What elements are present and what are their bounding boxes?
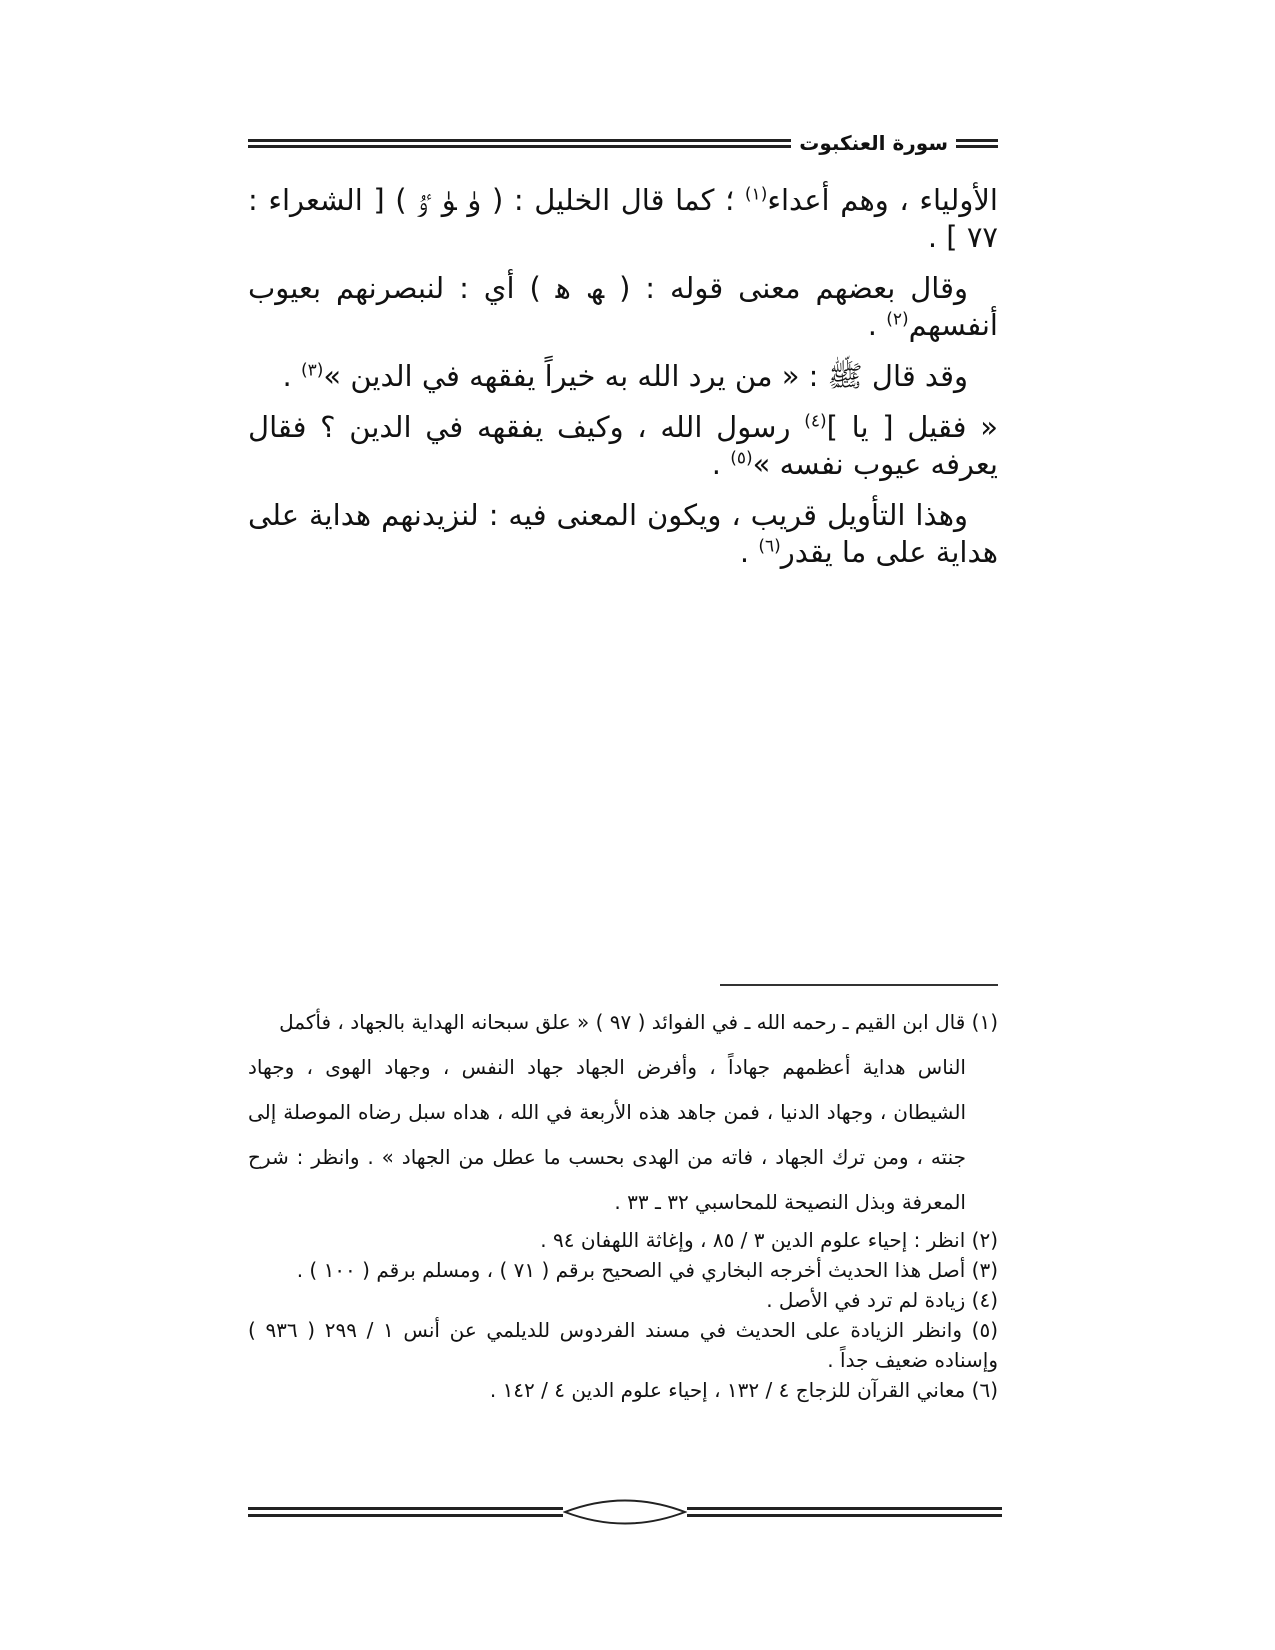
paragraph-4: « فقيل [ يا ]$^{(٤)}$ رسول الله ، وكيف يفقهه في الدين ؟ فقال يعرفه عيوب نفسه »$^{(٥)}$ .: [248, 410, 998, 481]
footnote-ref-5[interactable]: (٥): [730, 448, 753, 469]
footnote-ref-4[interactable]: (٤): [804, 411, 827, 432]
page-number-ellipse: [563, 1495, 687, 1529]
footnote-ref-6[interactable]: (٦): [758, 536, 781, 557]
paragraph-1: الأولياء ، وهم أعداء$^{(١)}$ ؛ كما قال الخليل : ( ﯛ ﯜ ﯝ ) [ الشعراء : ٧٧ ] .: [248, 183, 998, 254]
footnote-4: (٤) زيادة لم ترد في الأصل .: [766, 1288, 998, 1312]
page-number-frame: [563, 1492, 687, 1532]
page-footer-ornament: [248, 1492, 1002, 1532]
header-rule-long: [248, 139, 791, 148]
footnote-5: (٥) وانظر الزيادة على الحديث في مسند الفردوس للديلمي عن أنس ١ / ٢٩٩ ( ٩٣٦ ) وإسناده ضعيف جداً .: [248, 1318, 998, 1372]
footnote-ref-1[interactable]: (١): [744, 184, 768, 205]
chapter-title: سورة العنكبوت: [799, 131, 948, 155]
footer-rule-right: [687, 1507, 1002, 1517]
footnote-ref-3[interactable]: (٣): [300, 360, 324, 381]
running-header: [248, 128, 998, 158]
footnote-6: (٦) معاني القرآن للزجاج ٤ / ١٣٢ ، إحياء علوم الدين ٤ / ١٤٢ .: [489, 1378, 998, 1402]
footnote-separator: [720, 984, 998, 986]
paragraph-3: وقد قال ﷺ : « من يرد الله به خيراً يفقهه في الدين »$^{(٣)}$ .: [282, 359, 968, 393]
paragraph-2: وقال بعضهم معنى قوله : ( ﮫ ﮬ ) أي : لنبصرنهم بعيوب أنفسهم$^{(٢)}$ .: [248, 271, 998, 342]
main-text: [248, 182, 998, 585]
footnotes: [248, 1000, 998, 1405]
footer-rule-left: [248, 1507, 563, 1517]
header-rule-short: [956, 139, 998, 148]
footnote-ref-2[interactable]: (٢): [886, 309, 909, 330]
paragraph-5: وهذا التأويل قريب ، ويكون المعنى فيه : لنزيدنهم هداية على هداية على ما يقدر$^{(٦)}$ .: [248, 498, 998, 569]
footnote-3: (٣) أصل هذا الحديث أخرجه البخاري في الصحيح برقم ( ٧١ ) ، ومسلم برقم ( ١٠٠ ) .: [296, 1258, 998, 1282]
footnote-2: (٢) انظر : إحياء علوم الدين ٣ / ٨٥ ، وإغاثة اللهفان ٩٤ .: [540, 1228, 998, 1252]
footnote-1: (١) قال ابن القيم ـ رحمه الله ـ في الفوائد ( ٩٧ ) « علق سبحانه الهداية بالجهاد ، فأكمل الناس هداية أعظمهم جهاداً ، وأفرض الجهاد جهاد النفس ، وجهاد الهوى ، وجهاد الشيطان ، وجهاد الدنيا ، فمن جاهد هذه الأربعة في الله ، هداه سبل رضاه الموصلة إلى جنته ، ومن ترك الجهاد ، فاته من الهدى بحسب ما عطل من الجهاد » . وانظر : شرح المعرفة وبذل النصيحة للمحاسبي ٣٢ ـ ٣٣ .: [248, 1010, 998, 1214]
